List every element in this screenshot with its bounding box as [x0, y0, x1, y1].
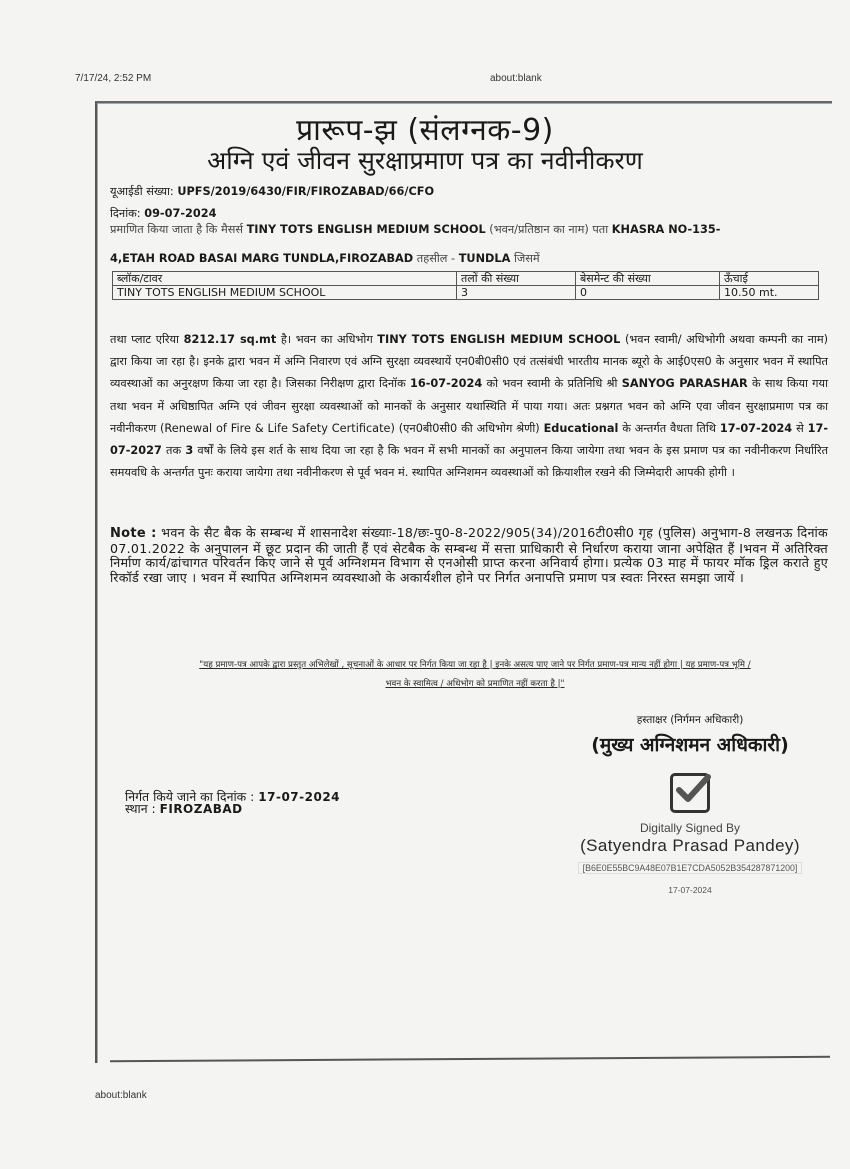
- body-text: के साथ किया गया तथा भवन में अधिष्ठापित अग्नि एवं जीवन सुरक्षा व्यवस्थाओं को मानकों के अनुसार यथास्थिति में पाया गया। अतः प्रश्नगत भवन को अग्नि एवा जीवन सुरक्षाप्रमाण पत्र का नवीनीकरण (Renewal of Fire & Life Safety Certificate) (एन0बी0सी0 की अधिभोग श्रेणी): [110, 377, 829, 435]
- cell-block-tower: TINY TOTS ENGLISH MEDIUM SCHOOL: [113, 286, 457, 300]
- address-part-1: KHASRA NO-135-: [611, 223, 721, 236]
- header-block-tower: ब्लॉक/टावर: [113, 272, 457, 286]
- certificate-body-paragraph: [110, 329, 828, 484]
- disclaimer: [120, 656, 830, 694]
- body-text: वर्षों के लिये इस शर्त के साथ दिया जा रहा है कि भवन में सभी मानकों का अनुपालन किया जायेगा तथा भवन के इस प्रमाण पत्र का नवीनीकरण निर्धारित समयवधि के अन्तर्गत पुनः कराया जायेगा तथा नवीनीकरण से पूर्व भवन मं. स्थापित अग्निशमन व्यवस्थाओं को क्रियाशील रखने की जिम्मेदारी आपकी होगी ।: [110, 444, 829, 480]
- plot-area: 8212.17 sq.mt: [183, 333, 277, 346]
- body-text: (भवन स्वामी/ अधिभोगी अथवा कम्पनी का नाम) द्वारा किया जा रहा है। इनके द्वारा भवन में अग्नि निवारण एवं अग्नि सुरक्षा व्यवस्थायें एन0बी0सी0 एवं तत्संबंधी भारतीय मानक ब्यूरो के आई0एस0 के अनुसार भवन में स्थापित व्यवस्थाओं का अनुरक्षण किया जा रहा है। जिसका निरीक्षण द्वारा दिनॉक: [110, 333, 829, 391]
- building-table: [112, 271, 819, 300]
- cert-prefix: प्रमाणित किया जाता है कि मैसर्स: [110, 223, 243, 236]
- date-line: [110, 206, 216, 221]
- signed-by-label: Digitally Signed By: [639, 821, 741, 835]
- address-part-2: 4,ETAH ROAD BASAI MARG TUNDLA,FIROZABAD: [110, 252, 414, 265]
- certification-line-1: [110, 222, 720, 237]
- signature-date: 17-07-2024: [668, 885, 712, 895]
- note-text: भवन के सैट बैक के सम्बन्ध में शासनादेश संख्याः-18/छः-पु0-8-2022/905(34)/2016टी0सी0 गृह (पुलिस) अनुभाग-8 लखनऊ दिनांक 07.01.2022 के अनुपालन में छूट प्रदान की जाती हैं एवं सेटबैक के सम्बन्ध में सत्ता प्राधिकारी से निर्धारण कराया जाना अपेक्षित हैं Iभवन में अतिरिक्त निर्माण कार्य/ढांचागत परिवर्तन किए जाने से पूर्व अग्निशमन विभाग से एनओसी प्राप्त करना अनिवार्य होगा। प्रत्येक 03 माह में फायर मॉक ड्रिल कराते हुए रिकॉर्ड रखा जाए । भवन में स्थापित अग्निशमन व्यवस्थाओ के अकार्यशील होने पर निर्गत अनापत्ति प्रमाण पत्र स्वतः निरस्त समझा जायें ।: [110, 525, 828, 585]
- uid-label: यूआईडी संख्या:: [110, 185, 174, 198]
- print-footer-url: about:blank: [95, 1090, 147, 1101]
- issue-date-label: निर्गत किये जाने का दिनांक :: [125, 789, 255, 804]
- firm-name: TINY TOTS ENGLISH MEDIUM SCHOOL: [246, 223, 486, 236]
- body-text: है। भवन का अधिभोग: [280, 333, 373, 346]
- valid-to-date: 17-07-2027: [110, 421, 829, 458]
- firm-name-hint: (भवन/प्रतिष्ठान का नाम) पता: [489, 223, 609, 236]
- issue-place-line: [125, 803, 340, 815]
- signer-name: (Satyendra Prasad Pandey): [580, 836, 800, 855]
- tehsil-value: TUNDLA: [458, 252, 511, 265]
- print-url: about:blank: [490, 73, 542, 84]
- tehsil-suffix: जिसमें: [513, 252, 540, 265]
- officer-designation: (मुख्य अग्निशमन अधिकारी): [591, 734, 789, 756]
- body-text: तथा प्लाट एरिया: [110, 333, 179, 346]
- certificate-subtitle: अग्नि एवं जीवन सुरक्षाप्रमाण पत्र का नवीनीकरण: [207, 146, 643, 175]
- issue-date-value: 17-07-2024: [258, 790, 341, 804]
- validity-years: 3: [185, 444, 194, 458]
- disclaimer-line-2: भवन के स्वामित्व / अधिभोग को प्रमाणित नहीं करता है |": [385, 679, 565, 689]
- note-label: Note :: [110, 526, 157, 541]
- table-header-row: [113, 272, 819, 286]
- cell-basements: 0: [576, 286, 720, 300]
- uid-value: UPFS/2019/6430/FIR/FIROZABAD/66/CFO: [177, 185, 435, 198]
- signature-hash: [B6E0E55BC9A48E07B1E7CDA5052B354287871200]: [578, 862, 803, 874]
- checkmark-glyph: [675, 772, 711, 806]
- print-timestamp: 7/17/24, 2:52 PM: [75, 73, 152, 84]
- valid-from-date: 17-07-2024: [719, 421, 793, 435]
- signature-block: [540, 705, 840, 895]
- date-label: दिनांक:: [110, 207, 141, 220]
- occupant-name: TINY TOTS ENGLISH MEDIUM SCHOOL: [377, 333, 621, 346]
- body-text: से: [796, 421, 804, 435]
- cell-floors: 3: [457, 286, 576, 300]
- body-text: तक: [166, 444, 182, 458]
- issue-place-value: FIROZABAD: [159, 802, 243, 816]
- note-paragraph: [110, 526, 828, 585]
- body-text: को भवन स्वामी के प्रतिनिधि श्री: [486, 377, 618, 391]
- cell-height: 10.50 mt.: [720, 286, 819, 300]
- body-text: के अन्तर्गत वैधता तिथि: [622, 421, 717, 435]
- disclaimer-line-1: "यह प्रमाण-पत्र आपके द्वारा प्रस्तुत अभिलेखों , सूचनाओं के आधार पर निर्गत किया जा रहा है | इनके असत्य पाए जाने पर निर्गत प्रमाण-पत्र मान्य नहीं होगा | यह प्रमाण-पत्र भूमि /: [199, 660, 751, 670]
- certification-line-2: [110, 251, 540, 266]
- issue-details: [125, 791, 340, 815]
- checkmark-icon: [670, 773, 710, 813]
- header-height: ऊँचाई: [720, 272, 819, 286]
- signature-label: हस्ताक्षर (निर्गमन अधिकारी): [636, 714, 744, 726]
- form-title: प्रारूप-झ (संलग्नक-9): [296, 113, 554, 148]
- occupancy-category: Educational: [543, 421, 619, 435]
- inspection-date: 16-07-2024: [409, 377, 483, 391]
- tehsil-label: तहसील -: [416, 252, 456, 265]
- date-value: 09-07-2024: [144, 207, 217, 220]
- header-basements: बेसमेन्ट की संख्या: [576, 272, 720, 286]
- issue-place-label: स्थान :: [125, 801, 156, 816]
- table-row: [113, 286, 819, 300]
- representative-name: SANYOG PARASHAR: [621, 377, 748, 391]
- uid-line: [110, 184, 434, 199]
- header-floors: तलों की संख्या: [457, 272, 576, 286]
